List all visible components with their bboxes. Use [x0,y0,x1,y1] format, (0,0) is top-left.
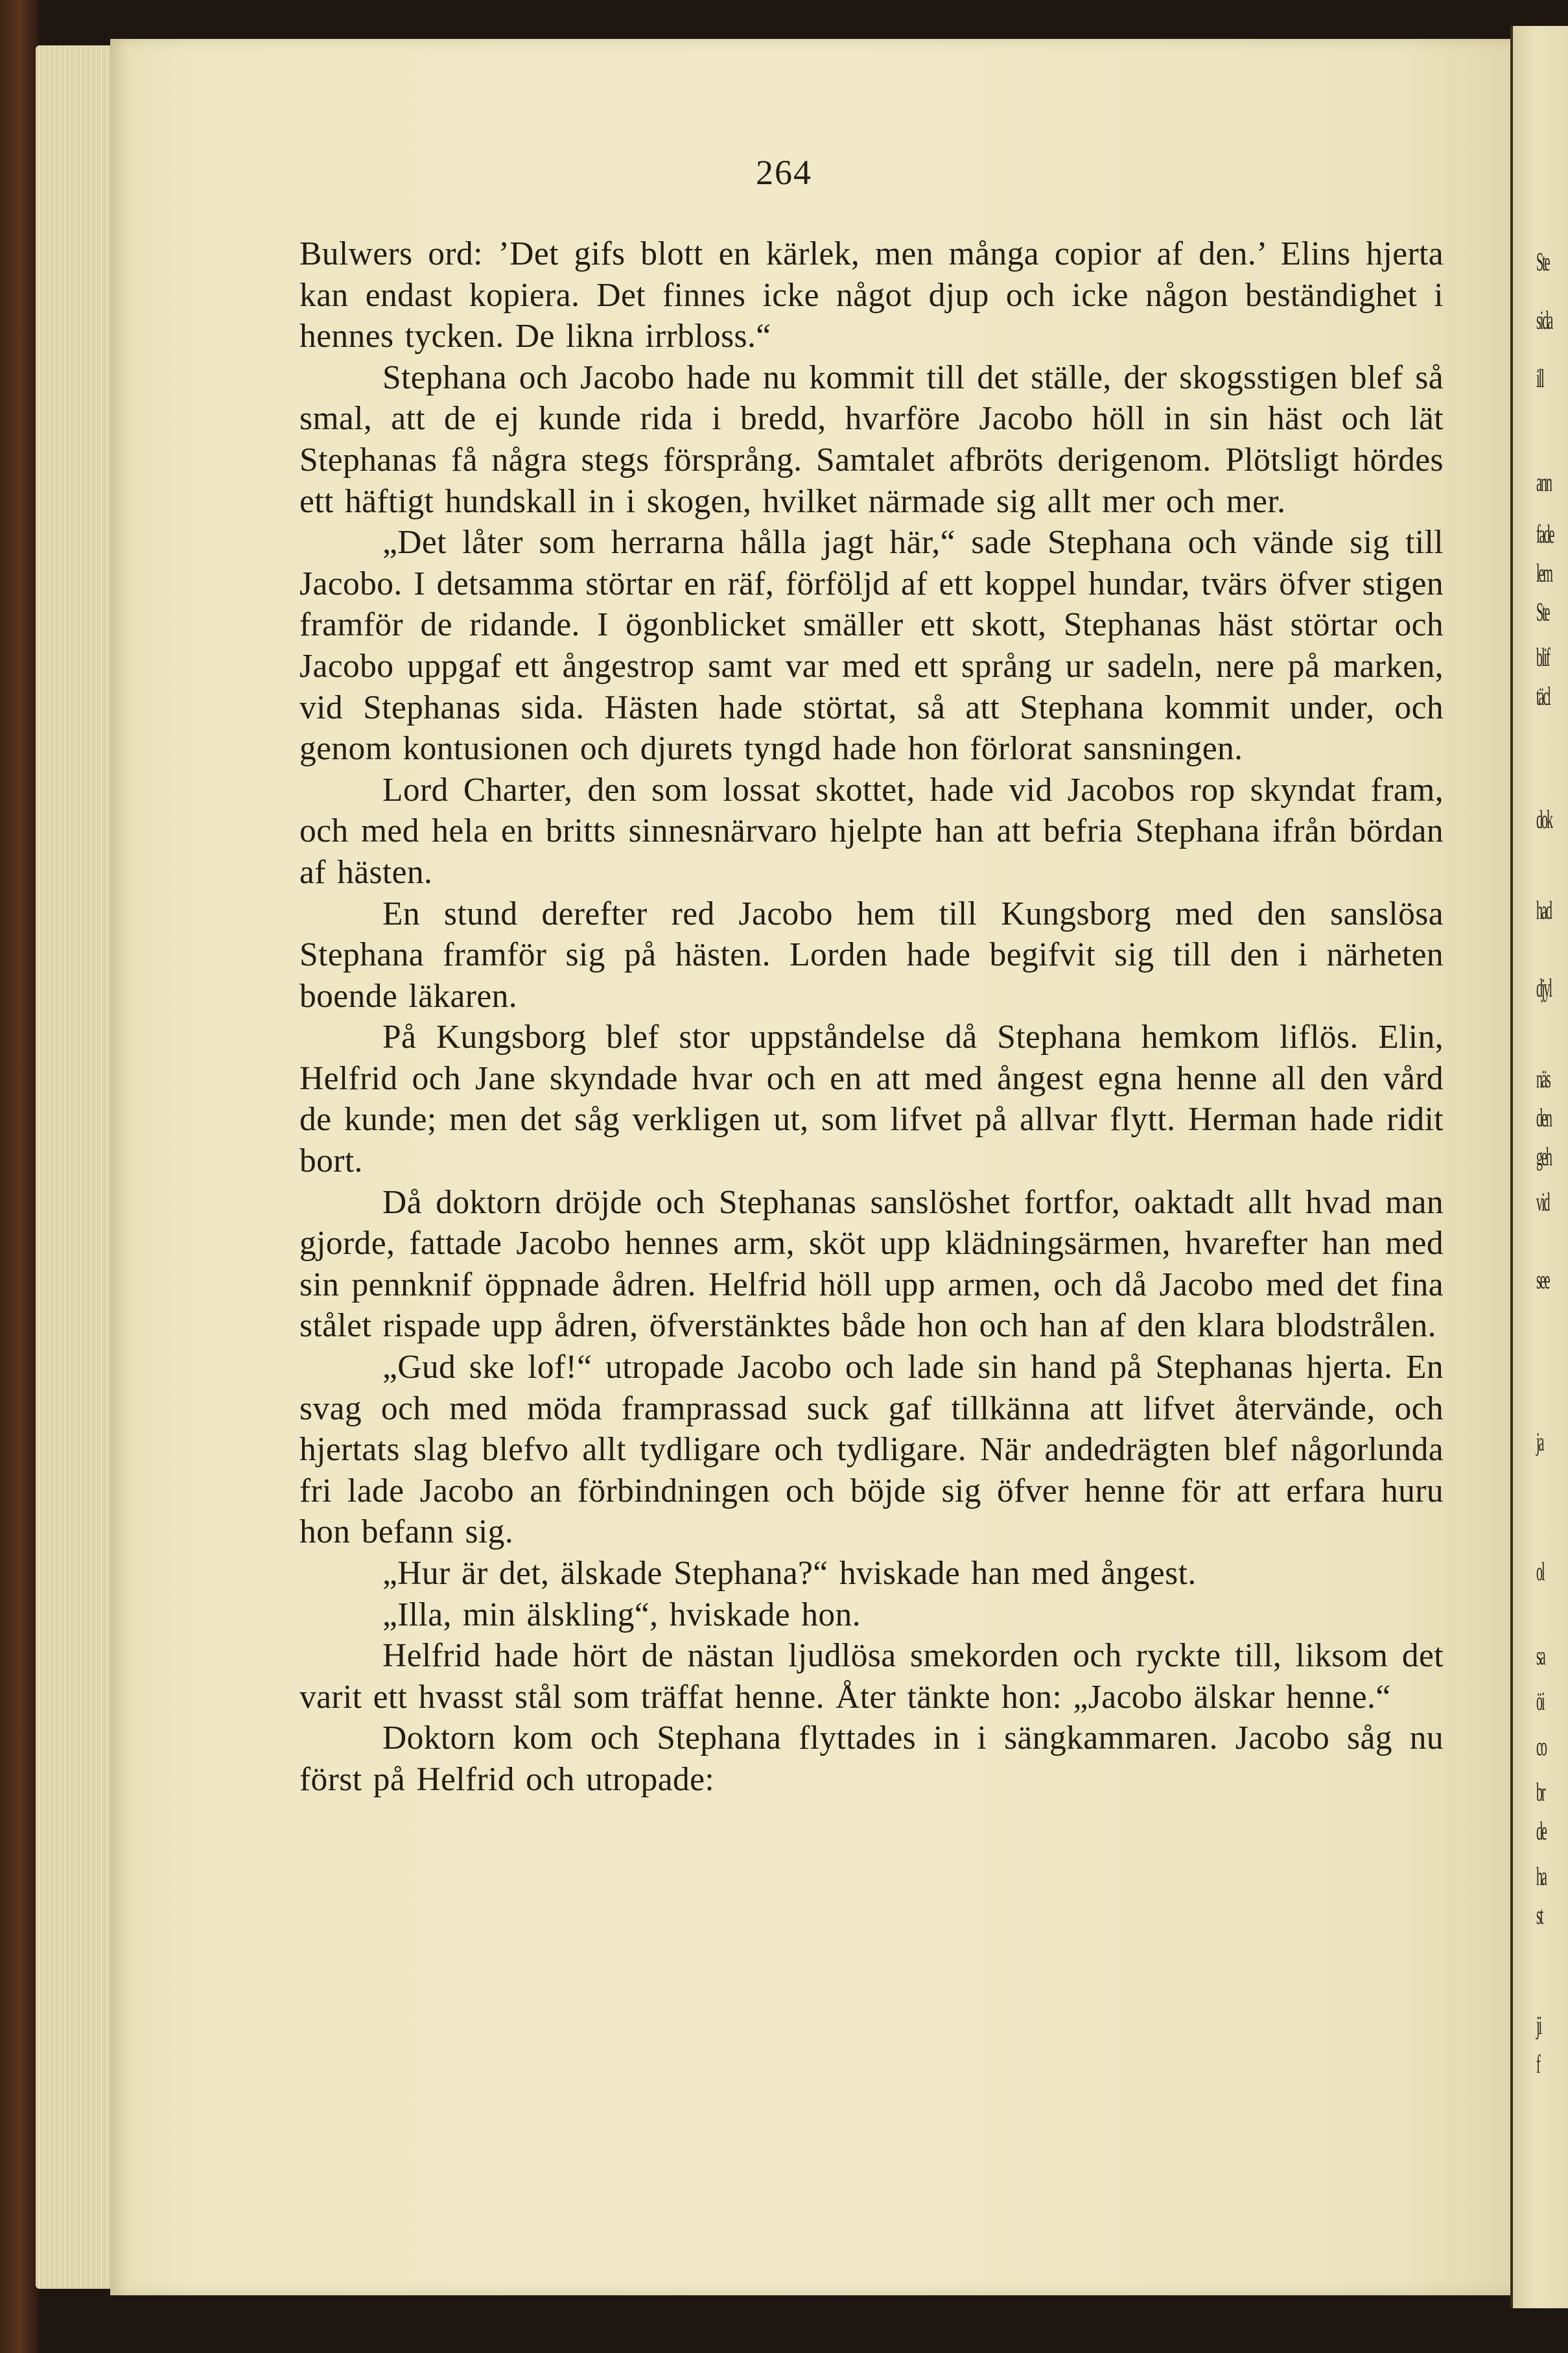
page-stack-edge [36,45,120,2289]
body-text [299,233,1444,1801]
facing-page-fragment: vid [1536,1187,1549,1216]
book-cover-edge [0,0,39,2353]
paragraph: Helfrid hade hört de nästan ljudlösa smekorden och ryckte till, liksom det varit ett hvasst stål som träffat henne. Åter tänkte hon: „Jacobo älskar henne.“ [299,1637,1444,1716]
facing-page-fragment: täcl [1536,681,1550,711]
facing-page-fragment: dok [1536,805,1552,834]
facing-page-fragment: näs [1536,1064,1550,1093]
facing-page-fragment: ja [1536,1427,1543,1456]
paragraph: „Det låter som herrarna hålla jagt här,“ sade Stephana och vände sig till Jacobo. I detsamma störtar en räf, förföljd af ett koppel hundar, tvärs öfver stigen framför de ridande. I ögonblicket smäller ett skott, Stephanas häst störtar och Jacobo uppgaf ett ångestrop samt var med ett språng ur sadeln, nere på marken, vid Stephanas sida. Hästen hade störtat, så att Stephana kommit under, och genom kontusionen och djurets tyngd hade hon förlorat sansningen. [299,524,1444,768]
facing-page-fragment: had [1536,895,1551,925]
facing-page-fragment: see [1536,1265,1549,1294]
facing-page-fragment: öi [1536,1686,1544,1716]
facing-page-fragment: geh [1536,1142,1551,1171]
facing-page-fragment: blif [1536,643,1549,672]
page-number: 264 [756,153,812,192]
facing-page-fragment: den [1536,1103,1551,1132]
facing-page-fragment: sida [1536,305,1552,335]
facing-page-fragment: Ste [1536,597,1549,626]
facing-page-fragment: fade [1536,519,1554,549]
facing-page-fragment: ol [1536,1557,1544,1586]
facing-page-fragment: Ste [1536,247,1549,276]
facing-page-fragment: co [1536,1732,1546,1761]
facing-page-fragment: de [1536,1816,1546,1845]
paragraph: „Illa, min älskling“, hviskade hon. [382,1596,861,1633]
facing-page-fragment: st [1536,1900,1543,1930]
facing-page-fragment: ha [1536,1862,1546,1891]
facing-page-fragment: ill [1536,364,1543,393]
paragraph: „Hur är det, älskade Stephana?“ hviskade han med ångest. [382,1555,1197,1592]
paragraph: Bulwers ord: ’Det gifs blott en kärlek, men många copior af den.’ Elins hjerta kan endast kopiera. Det finnes icke något djup och icke någon beständighet i hennes tycken. De likna irrbloss.“ [299,235,1444,355]
facing-page-fragment: f [1536,2050,1539,2079]
facing-page-fragment: ann [1536,467,1551,497]
paragraph: „Gud ske lof!“ utropade Jacobo och lade sin hand på Stephanas hjerta. En svag och med möda framprassad suck gaf tillkänna att lifvet återvände, och hjertats slag blefvo allt tydligare och tydligare. När andedrägten blef någorlunda fri lade Jacobo an förbindningen och böjde sig öfver henne för att erfara huru hon befann sig. [299,1349,1444,1551]
facing-page-fragment: ji [1536,2011,1541,2040]
facing-page-edge [1510,26,1568,2308]
paragraph: På Kungsborg blef stor uppståndelse då Stephana hemkom liflös. Elin, Helfrid och Jane skyndade hvar och en att med ångest egna henne all den vård de kunde; men det såg verkligen ut, som lifvet på allvar flytt. Herman hade ridit bort. [299,1019,1444,1180]
facing-page-fragment: djyl [1536,973,1552,1002]
facing-page-fragment: lem [1536,558,1552,587]
paragraph: Då doktorn dröjde och Stephanas sanslöshet fortfor, oaktadt allt hvad man gjorde, fattade Jacobo hennes arm, sköt upp klädningsärmen, hvarefter han med sin pennknif öppnade ådren. Helfrid höll upp armen, och då Jacobo med det fina stålet rispade upp ådren, öfverstänktes både hon och han af den klara blodstrålen. [299,1183,1444,1345]
paragraph: Doktorn kom och Stephana flyttades in i sängkammaren. Jacobo såg nu först på Helfrid och utropade: [299,1720,1444,1798]
paragraph: Lord Charter, den som lossat skottet, hade vid Jacobos rop skyndat fram, och med hela en britts sinnesnärvaro hjelpte han att befria Stephana ifrån bördan af hästen. [299,771,1444,891]
paragraph: En stund derefter red Jacobo hem till Kungsborg med den sanslösa Stephana framför sig på hästen. Lorden hade begifvit sig till den i närheten boende läkaren. [299,895,1444,1015]
paragraph: Stephana och Jacobo hade nu kommit till det ställe, der skogsstigen blef så smal, att de ej kunde rida i bredd, hvarföre Jacobo höll in sin häst och lät Stephanas få några stegs försprång. Samtalet afbröts derigenom. Plötsligt hördes ett häftigt hundskall in i skogen, hvilket närmade sig allt mer och mer. [299,359,1444,520]
facing-page-fragment: br [1536,1777,1545,1806]
facing-page-fragment: sa [1536,1641,1545,1670]
